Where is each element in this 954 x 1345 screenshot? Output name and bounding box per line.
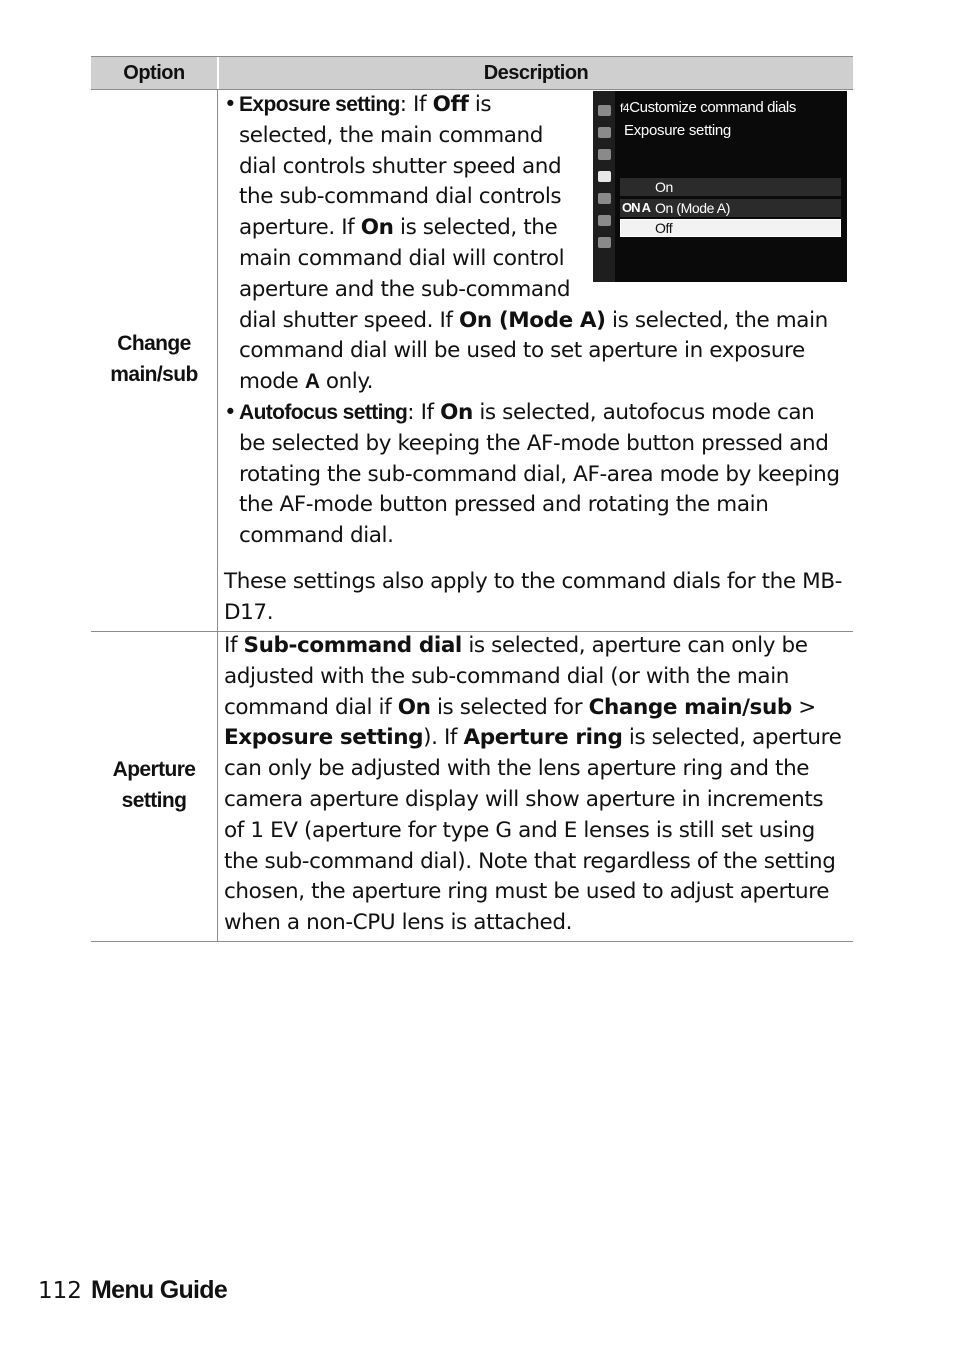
- bullet-autofocus-setting: [224, 398, 846, 552]
- bold-text: On: [440, 399, 473, 425]
- text: : If: [407, 399, 441, 425]
- table-bottom-border: [91, 941, 853, 942]
- bold-text: Exposure setting: [224, 725, 424, 751]
- text: is selected, the main command dial will be used to set aperture in exposure mode: [239, 307, 828, 395]
- menu-option-on: [620, 178, 841, 196]
- column-divider: [217, 90, 218, 942]
- text: is selected for: [430, 694, 589, 720]
- bold-text: Aperture ring: [463, 725, 623, 751]
- mode-marker: ON A: [622, 200, 651, 215]
- description-change-main-sub: [224, 90, 846, 629]
- text: ). If: [423, 725, 464, 751]
- bold-text: On: [360, 215, 394, 241]
- my-menu-icon: [598, 237, 611, 248]
- text: is selected, the main command dial will control aperture and the sub-command dial shutter speed. If: [239, 215, 571, 333]
- option-change-main-sub: [91, 328, 217, 390]
- menu-option-off: [620, 219, 841, 237]
- retouch-menu-icon: [598, 215, 611, 226]
- setting-name: Autofocus setting: [239, 400, 408, 424]
- menu-option-on-mode-a: [620, 199, 841, 217]
- page-number: 112: [38, 1278, 82, 1304]
- custom-settings-pencil-icon: [598, 171, 611, 182]
- text: : If: [399, 92, 433, 117]
- bold-text: Sub-command dial: [243, 633, 462, 658]
- text: is selected, the main command dial controls shutter speed and the sub-command dial controls aperture. If: [239, 92, 562, 241]
- bold-text: Change main/sub: [588, 694, 792, 720]
- table-header: [91, 56, 853, 90]
- option-label: Off: [655, 220, 673, 236]
- bullet-text: [239, 90, 846, 398]
- header-description: Description: [483, 61, 589, 84]
- text: only.: [319, 369, 374, 395]
- option-line: setting: [121, 789, 187, 812]
- option-line: Aperture: [112, 758, 196, 781]
- note-text: These settings also apply to the command dials for the MB-D17.: [224, 568, 843, 625]
- text: >: [791, 694, 816, 720]
- text: is selected, autofocus mode can be selected by keeping the AF-mode button pressed and rotating the sub-command dial, AF-area mode by keeping the AF-mode button pressed and rotating the main command dial.: [239, 399, 840, 549]
- text: is selected, aperture can only be adjusted with the sub-command dial (or with the main command dial if: [224, 633, 808, 720]
- menu-title-text: Customize command dials: [629, 99, 796, 116]
- bullet-dot: •: [224, 399, 237, 425]
- section-title: Menu Guide: [91, 1276, 228, 1304]
- option-line: Change: [117, 332, 191, 355]
- camera-menu-subtitle: Exposure setting: [624, 122, 731, 139]
- text: is selected, aperture can only be adjusted with the lens aperture ring and the camera aperture display will show aperture in increments of 1 EV (aperture for type G and E lenses is still set using the sub-command dial). Note that regardless of the setting chosen, the aperture ring must be used to adjust aperture when a non-CPU lens is attached.: [224, 725, 842, 936]
- playback-menu-icon: [598, 105, 611, 116]
- bullet-exposure-setting: [224, 90, 846, 398]
- menu-code: f4: [620, 101, 630, 115]
- bold-text: On: [397, 694, 431, 720]
- setup-wrench-icon: [598, 193, 611, 204]
- option-label: On (Mode A): [655, 200, 730, 216]
- text: If: [224, 633, 244, 658]
- header-option: Option: [123, 61, 185, 84]
- bold-text: Off: [432, 92, 469, 117]
- bullet-dot: •: [224, 92, 237, 117]
- movie-menu-icon: [598, 149, 611, 160]
- exposure-mode-letter: A: [304, 370, 320, 394]
- bold-text: On (Mode A): [458, 307, 606, 333]
- camera-menu-screenshot: [593, 91, 847, 282]
- menu-sidebar: [593, 91, 615, 282]
- bullet-text: [239, 398, 846, 552]
- shooting-menu-icon: [598, 127, 611, 138]
- option-aperture-setting: [91, 754, 217, 816]
- option-label: On: [655, 179, 673, 195]
- setting-name: Exposure setting: [239, 93, 400, 116]
- description-aperture-setting: [224, 631, 846, 939]
- option-line: main/sub: [110, 363, 198, 386]
